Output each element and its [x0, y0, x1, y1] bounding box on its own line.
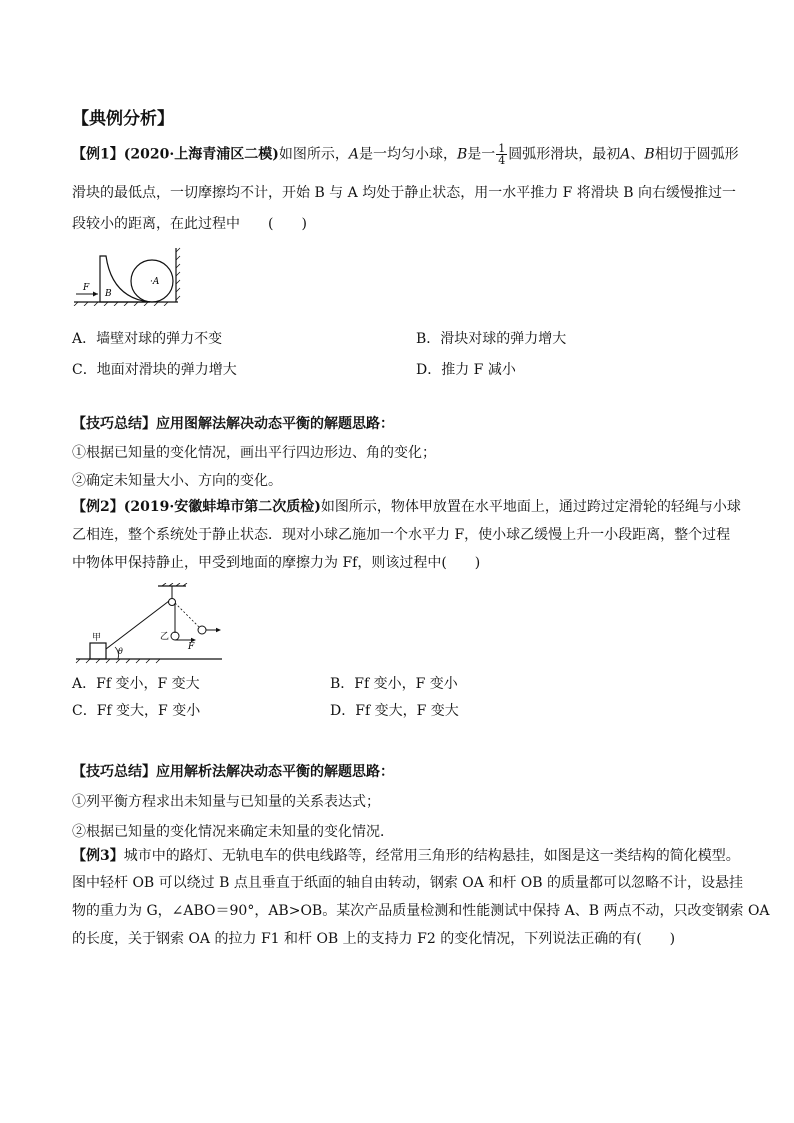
ex3-line2: 图中轻杆 OB 可以绕过 B 点且垂直于纸面的轴自由转动，钢索 OA 和杆 OB 的质量都可以忽略不计，设悬挂: [72, 875, 744, 891]
ex1-option-b: B．滑块对球的弹力增大: [416, 331, 567, 347]
label-theta: θ: [118, 647, 123, 656]
label-yi: 乙: [160, 632, 170, 642]
ground-hatch: [74, 302, 168, 306]
ex1-tag: 【例1】: [72, 146, 124, 163]
ex1-line2: 滑块的最低点，一切摩擦均不计，开始 B 与 A 均处于静止状态，用一水平推力 F 将滑块 B 向右缓慢推过一: [72, 185, 736, 201]
ex1-source: (2020·上海青浦区二模): [123, 146, 279, 163]
ex3-text: 城市中的路灯、无轨电车的供电线路等，经常用三角形的结构悬挂，如图是这一类结构的简化模型。: [123, 848, 740, 864]
ex2-line2: 乙相连，整个系统处于静止状态．现对小球乙施加一个水平力 F，使小球乙缓慢上升一小段距离，整个过程: [72, 527, 731, 543]
ex1-line1: [72, 143, 739, 166]
ex1-var: A: [348, 146, 359, 163]
ball-yi-initial: [171, 632, 179, 640]
ex3-line4: 的长度，关于钢索 OA 的拉力 F1 和杆 OB 上的支持力 F2 的变化情况，下列说法正确的有( ): [72, 931, 676, 947]
figure-pulley-system: [72, 583, 232, 665]
section-title: 【典例分析】: [72, 109, 174, 129]
rope-dashed: [175, 603, 199, 627]
ex1-text: 圆弧形滑块，最初: [508, 146, 621, 163]
ex1-text: 如图所示，: [278, 146, 349, 163]
arrow-head: [216, 628, 221, 632]
ex1-option-c: C．地面对滑块的弹力增大: [72, 362, 237, 378]
label-b: B: [105, 289, 112, 299]
ex1-option-d: D．推力 F 减小: [416, 362, 516, 378]
ex2-source: (2019·安徽蚌埠市第二次质检): [123, 499, 321, 515]
tip1-step2: ②确定未知量大小、方向的变化。: [72, 473, 282, 489]
label-a: ·A: [150, 277, 160, 287]
ex1-var: B: [644, 146, 655, 163]
block-jia: [90, 643, 106, 659]
ball-yi-displaced: [198, 626, 206, 634]
label-f: F: [188, 642, 195, 652]
tip1-step1: ①根据已知量的变化情况，画出平行四边形边、角的变化；: [72, 445, 436, 461]
ex2-option-b: B．Ff 变小，F 变小: [330, 676, 458, 692]
ex1-line3: 段较小的距离，在此过程中 ( ): [72, 216, 307, 232]
ex2-line1: [72, 497, 741, 517]
ex1-text: 是一均匀小球，: [358, 146, 457, 163]
ex1-text: 相切于圆弧形: [654, 146, 739, 163]
quarter-fraction: [496, 143, 507, 166]
ex2-option-d: D．Ff 变大，F 变大: [330, 703, 459, 719]
wall-hatch: [176, 248, 180, 300]
ex2-option-a: A．Ff 变小，F 变大: [72, 676, 200, 692]
ex2-text: 如图所示，物体甲放置在水平地面上，通过跨过定滑轮的轻绳与小球: [320, 499, 741, 515]
label-f: F: [83, 283, 90, 293]
ex1-var: A: [620, 146, 631, 163]
ex1-var: B: [456, 146, 468, 163]
ex3-line3: 物的重力为 G，∠ABO＝90°，AB>OB。某次产品质量检测和性能测试中保持 A、B 两点不动，只改变钢索 OA: [72, 903, 770, 919]
pulley: [169, 599, 176, 606]
ex2-tag: 【例2】: [72, 499, 124, 515]
label-jia: 甲: [92, 633, 102, 643]
arrow-head: [93, 292, 98, 297]
tip2-step1: ①列平衡方程求出未知量与已知量的关系表达式；: [72, 794, 380, 810]
fraction-denominator: 4: [498, 154, 506, 167]
fraction-numerator: 1: [498, 142, 506, 155]
ex1-option-a: A．墙壁对球的弹力不变: [72, 331, 223, 347]
figure-sphere-arc-block: [72, 244, 184, 306]
ex2-line3: 中物体甲保持静止，甲受到地面的摩擦力为 Ff，则该过程中( ): [72, 555, 481, 571]
tip1-title: 【技巧总结】应用图解法解决动态平衡的解题思路：: [72, 416, 394, 432]
ex3-line1: [72, 846, 740, 866]
ex2-option-c: C．Ff 变大，F 变小: [72, 703, 201, 719]
tip2-step2: ②根据已知量的变化情况来确定未知量的变化情况．: [72, 824, 394, 840]
ex1-text: 、: [630, 146, 645, 163]
ex1-text: 是一: [467, 146, 496, 163]
ex3-tag: 【例3】: [72, 848, 124, 864]
tip2-title: 【技巧总结】应用解析法解决动态平衡的解题思路：: [72, 764, 394, 780]
